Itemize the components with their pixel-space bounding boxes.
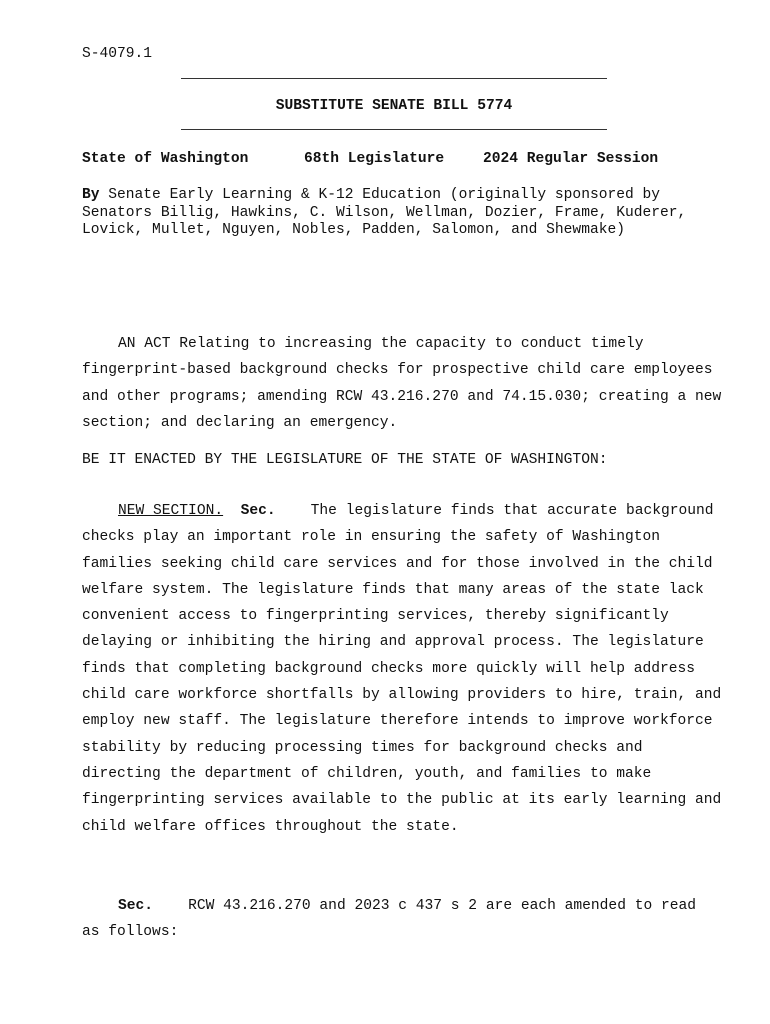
sponsor-line-1: Senate Early Learning & K-12 Education (originally sponsored by [99,187,661,203]
new-section-label: NEW SECTION. [118,503,224,519]
section-1-label: Sec. [240,503,276,519]
section-2 [82,893,722,946]
title-rule-bottom [181,129,607,130]
title-rule-top [181,78,607,79]
enacting-clause: BE IT ENACTED BY THE LEGISLATURE OF THE STATE OF WASHINGTON: [82,452,608,468]
sponsor-line-3: Lovick, Mullet, Nguyen, Nobles, Padden, Salomon, and Shewmake) [82,222,625,238]
bill-id: S-4079.1 [82,46,153,62]
session-legislature: 68th Legislature [304,151,445,167]
sponsor-block [82,187,686,240]
section-1 [82,498,722,840]
section-2-text: RCW 43.216.270 and 2023 c 437 s 2 are each amended to read as follows: [82,898,697,941]
bill-title: SUBSTITUTE SENATE BILL 5774 [275,98,513,114]
act-text: AN ACT Relating to increasing the capacity to conduct timely fingerprint-based background checks for prospective child care employees and other programs; amending RCW 43.216.270 and 74.15.030; creating a new section; and declaring an emergency. [82,336,722,431]
section-2-label: Sec. [118,898,154,914]
act-paragraph [82,331,722,436]
section-1-text: The legislature finds that accurate background checks play an important role in ensuring the safety of Washington families seeking child care services and for those involved in the child welfare system. The legislature finds that many areas of the state lack convenient access to fingerprinting services, thereby significantly delaying or inhibiting the hiring and approval process. The legislature finds that completing background checks more quickly will help address child care workforce shortfalls by allowing providers to hire, train, and employ new staff. The legislature therefore intends to improve workforce stability by reducing processing times for background checks and directing the department of children, youth, and families to make fingerprinting services available to the public at its early learning and child welfare offices throughout the state. [82,503,722,835]
session-name: 2024 Regular Session [483,151,659,167]
sponsor-line-2: Senators Billig, Hawkins, C. Wilson, Wellman, Dozier, Frame, Kuderer, [82,204,687,221]
sponsor-by-label: By [82,187,100,203]
session-state: State of Washington [82,151,249,167]
